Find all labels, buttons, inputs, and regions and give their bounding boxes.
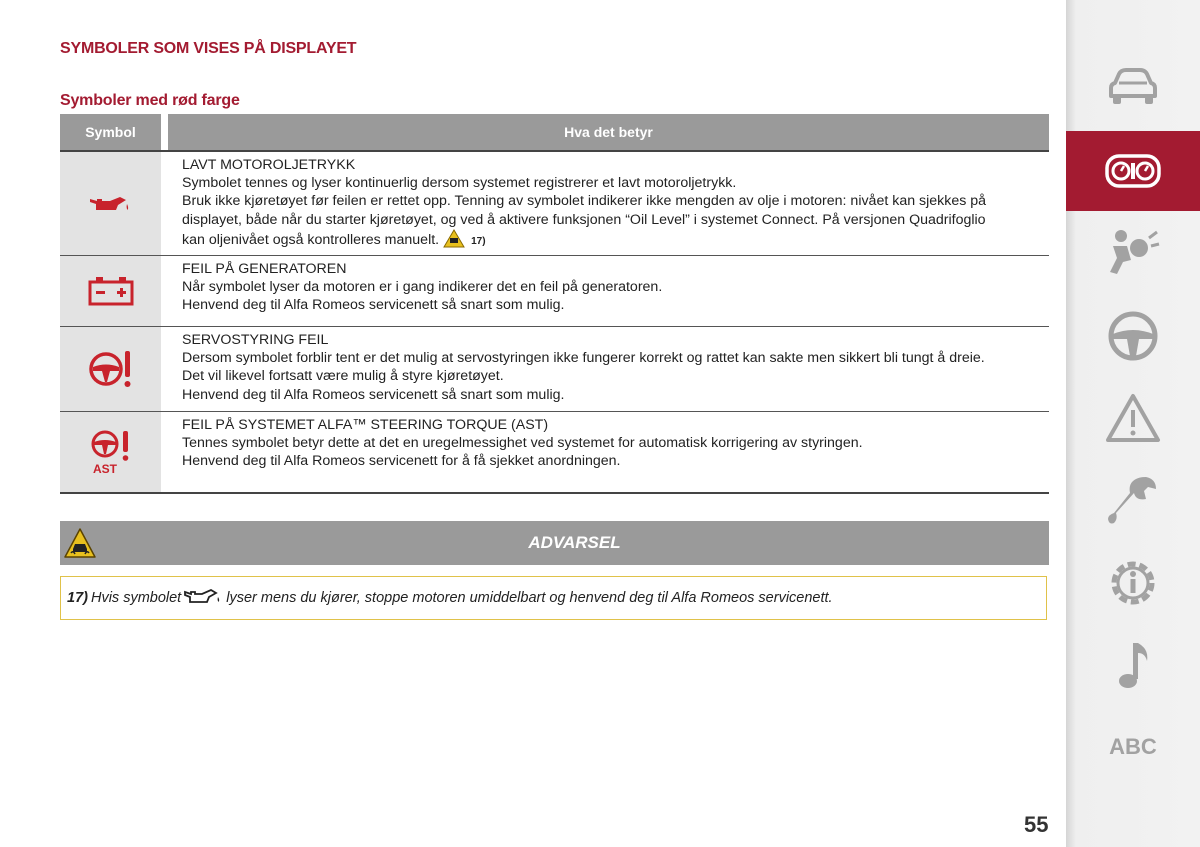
nav-item-warnings[interactable] <box>1066 378 1200 458</box>
ast-warning-icon <box>60 412 161 492</box>
table-row <box>60 256 1049 327</box>
row-description <box>161 152 1049 255</box>
row-title: SERVOSTYRING FEIL <box>182 332 329 348</box>
page-heading: SYMBOLER SOM VISES PÅ DISPLAYET <box>60 40 357 57</box>
row-line: displayet, både når du starter kjøretøyet, og ved å aktivere funksjonen “Oil Level” i systemet Connect. På versjonen Quadrifoglio <box>182 211 986 228</box>
warning-triangle-icon <box>443 229 465 253</box>
row-title: LAVT MOTOROLJETRYKK <box>182 157 356 173</box>
nav-item-multimedia[interactable] <box>1066 626 1200 706</box>
battery-icon <box>60 256 161 326</box>
column-header-meaning: Hva det betyr <box>168 114 1049 150</box>
footnote-ref[interactable]: 17) <box>471 235 486 247</box>
table-header <box>60 114 1049 152</box>
nav-item-driving[interactable] <box>1066 296 1200 376</box>
row-line: Henvend deg til Alfa Romeos servicenett så snart som mulig. <box>182 297 565 314</box>
warning-triangle-icon <box>60 521 100 565</box>
symbols-table <box>60 114 1049 494</box>
nav-item-dashboard[interactable] <box>1066 131 1200 211</box>
row-line: Henvend deg til Alfa Romeos servicenett så snart som mulig. <box>182 386 565 403</box>
oil-pressure-icon <box>184 588 222 609</box>
warning-bar <box>60 521 1049 565</box>
row-title: FEIL PÅ SYSTEMET ALFA™ STEERING TORQUE (AST) <box>182 417 549 433</box>
row-line: Bruk ikke kjøretøyet før feilen er rettet opp. Tenning av symbolet indikerer ikke mengden av olje i motoren: nivået kan sjekkes på <box>182 193 987 210</box>
table-row <box>60 152 1049 256</box>
row-title: FEIL PÅ GENERATOREN <box>182 261 347 277</box>
nav-item-maintenance[interactable] <box>1066 461 1200 541</box>
power-steering-warning-icon <box>60 327 161 411</box>
table-row <box>60 327 1049 412</box>
row-description <box>161 256 1049 326</box>
note-ref: 17) <box>67 590 88 606</box>
page-number: 55 <box>1024 812 1049 837</box>
warning-note <box>60 576 1047 620</box>
section-heading: Symboler med rød farge <box>60 92 240 109</box>
note-text-after: lyser mens du kjører, stoppe motoren umiddelbart og henvend deg til Alfa Romeos servicenett. <box>226 590 833 606</box>
row-line: Det vil likevel fortsatt være mulig å styre kjøretøyet. <box>182 368 504 385</box>
nav-item-technical-data[interactable] <box>1066 543 1200 623</box>
warning-triangle-icon <box>1105 393 1161 443</box>
row-line: Henvend deg til Alfa Romeos servicenett for å få sjekket anordningen. <box>182 453 621 470</box>
nav-item-car[interactable] <box>1066 48 1200 128</box>
music-note-icon <box>1111 639 1155 693</box>
chapter-sidebar <box>1066 0 1200 847</box>
column-header-symbol: Symbol <box>60 114 161 150</box>
dashboard-icon <box>1105 154 1161 188</box>
row-line: Symbolet tennes og lyser kontinuerlig dersom systemet registrerer et lavt motoroljetrykk. <box>182 175 737 192</box>
row-line: Dersom symbolet forblir tent er det mulig at servostyringen ikke fungerer korrekt og rattet kan sakte men sikkert bli tungt å dreie. <box>182 350 985 367</box>
row-line <box>182 229 1049 253</box>
row-line: Når symbolet lyser da motoren er i gang indikerer det en feil på generatoren. <box>182 279 663 296</box>
car-icon <box>1105 66 1161 110</box>
ast-label: AST <box>92 462 117 475</box>
info-gear-icon <box>1105 555 1161 611</box>
nav-item-index[interactable] <box>1066 707 1200 787</box>
warning-label: ADVARSEL <box>528 533 621 552</box>
row-description <box>161 412 1049 492</box>
index-label: ABC <box>1109 734 1157 759</box>
note-text-before: Hvis symbolet <box>90 590 182 606</box>
wrench-icon <box>1106 473 1160 529</box>
steering-wheel-icon <box>1106 309 1160 363</box>
row-description <box>161 327 1049 411</box>
row-line: Tennes symbolet betyr dette at det en uregelmessighet ved systemet for automatisk korrigering av styringen. <box>182 435 863 452</box>
table-row <box>60 412 1049 494</box>
row-line-text: kan oljenivået også kontrolleres manuelt. <box>182 231 440 248</box>
oil-pressure-icon <box>60 152 161 255</box>
nav-item-safety[interactable] <box>1066 212 1200 292</box>
airbag-safety-icon <box>1105 226 1161 278</box>
